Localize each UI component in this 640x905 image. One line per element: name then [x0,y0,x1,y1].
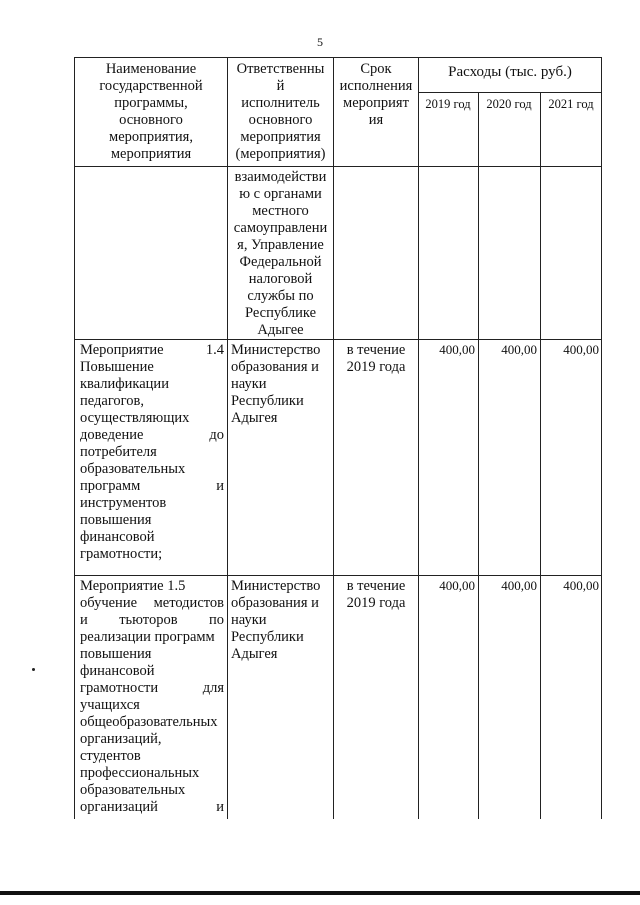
cell-line: Адыгее [257,322,304,338]
cell-line: инструментов [80,495,167,511]
cell-line: налоговой [248,271,313,287]
cell-line: я, Управление [237,237,324,253]
col-divider-5 [540,92,541,819]
row2-name [80,578,224,816]
row1-deadline [335,342,417,376]
cell-line: в течение [346,342,406,358]
cell-word: для [202,680,224,696]
header-line: мероприятия, [109,129,193,145]
cell-line: Повышение [80,359,154,375]
cell-line: самоуправлени [233,220,328,236]
cell-word: тьюторов [119,612,178,628]
cell-line: организаций, [80,731,162,747]
header-line: (мероприятия) [235,146,326,162]
cell-line: Мероприятие 1.5 [80,578,186,594]
cell-line: взаимодействи [234,169,327,185]
cell-line: общеобразовательных [80,714,218,730]
header-col-deadline [335,61,417,129]
cell-line: педагогов, [80,393,144,409]
cell-line: образования и [231,595,319,611]
cell-line: финансовой [80,529,155,545]
cell-line: образовательных [80,782,186,798]
cell-line: профессиональных [80,765,200,781]
cell-line [80,799,224,816]
row2-value-2021: 400,00 [563,578,599,593]
page-number: 5 [317,35,323,49]
cell-line: образовательных [80,461,186,477]
header-year-2020: 2020 год [486,97,532,111]
header-year-2021: 2021 год [548,97,594,111]
cell-line: 2019 года [346,359,406,375]
header-line: исполнитель [241,95,320,111]
col-divider-1 [227,57,228,819]
row1-name [80,342,224,563]
cell-line: науки [231,612,267,628]
cell-line: ю с органами [239,186,322,202]
header-line: Наименование [105,61,197,77]
cell-line [80,595,224,612]
row1-executor [231,342,331,427]
header-col-name [76,61,226,163]
cell-line: финансовой [80,663,155,679]
cell-line: науки [231,376,267,392]
cell-line: грамотности; [80,546,163,562]
header-year-2019: 2019 год [425,97,471,111]
cell-line: в течение [346,578,406,594]
row-divider-1 [74,339,602,340]
cell-word: и [216,799,224,815]
cell-word: организаций [80,799,158,815]
expenses-divider [418,92,602,93]
cell-word: доведение [80,427,144,443]
cell-line: Республики [231,629,304,645]
cell-line [80,680,224,697]
cell-line [80,427,224,444]
cell-line: Министерство [231,578,321,594]
cell-line [80,342,224,359]
cell-word: по [208,612,224,628]
cell-word: Мероприятие [80,342,164,358]
cell-line: потребителя [80,444,157,460]
cell-word: методистов [153,595,224,611]
cell-word: грамотности [80,680,159,696]
cell-word: обучение [80,595,138,611]
header-line: Срок [360,61,392,77]
cell-line: Республики [231,393,304,409]
row0-executor [229,169,332,339]
cell-line: Министерство [231,342,321,358]
cell-word: 1.4 [205,342,224,358]
cell-line: осуществляющих [80,410,190,426]
cell-line: 2019 года [346,595,406,611]
row-divider-2 [74,575,602,576]
cell-line: Адыгея [231,646,278,662]
cell-line: студентов [80,748,141,764]
cell-line: учащихся [80,697,140,713]
cell-word: до [209,427,224,443]
row1-value-2020: 400,00 [501,342,537,357]
scan-speck [32,668,35,671]
header-line: Ответственны [236,61,325,77]
header-line: мероприятия [110,146,192,162]
cell-word: и [80,612,88,628]
cell-word: программ [80,478,141,494]
cell-line: квалификации [80,376,169,392]
cell-line: Республике [244,305,317,321]
header-line: основного [119,112,183,128]
cell-line: Адыгея [231,410,278,426]
header-expenses: Расходы (тыс. руб.) [448,64,572,80]
cell-line: повышения [80,646,152,662]
col-divider-3 [418,57,419,819]
row2-executor [231,578,331,663]
row1-value-2019: 400,00 [439,342,475,357]
cell-line: местного [252,203,309,219]
header-col-executor [229,61,332,163]
cell-word: и [216,478,224,494]
row2-value-2019: 400,00 [439,578,475,593]
cell-line: службы по [247,288,314,304]
row2-value-2020: 400,00 [501,578,537,593]
cell-line: повышения [80,512,152,528]
header-line: основного [248,112,313,128]
cell-line [80,612,224,629]
row2-deadline [335,578,417,612]
header-line: программы, [114,95,188,111]
header-line: исполнения [339,78,413,94]
col-divider-4 [478,92,479,819]
cell-line [80,478,224,495]
header-line: ия [368,112,384,128]
row1-value-2021: 400,00 [563,342,599,357]
header-line: мероприятия [240,129,321,145]
col-divider-2 [333,57,334,819]
header-line: й [276,78,285,94]
cell-line: реализации программ [80,629,215,645]
header-line: государственной [99,78,203,94]
header-line: мероприят [343,95,409,111]
cell-line: образования и [231,359,319,375]
cell-line: Федеральной [239,254,322,270]
header-bottom-line [74,166,602,167]
scan-bottom-bar [0,891,640,895]
